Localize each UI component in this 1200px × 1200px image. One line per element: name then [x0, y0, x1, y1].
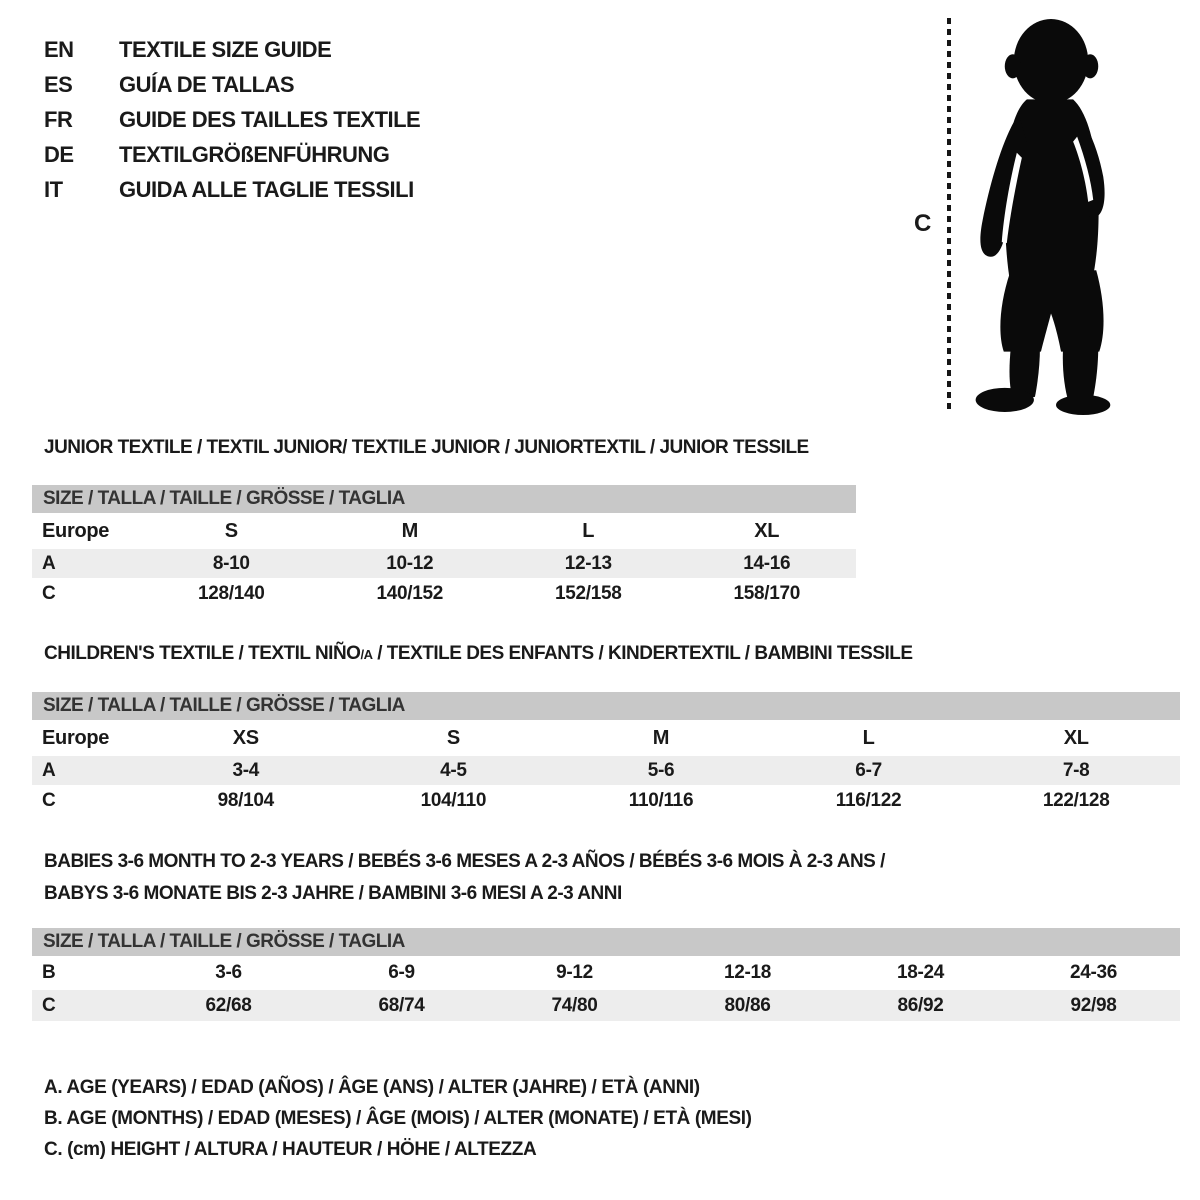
months-cell: 18-24	[896, 962, 945, 983]
children-size-table	[32, 692, 1180, 816]
language-code: ES	[44, 71, 73, 97]
size-cell: L	[862, 726, 875, 749]
language-row	[44, 172, 420, 207]
language-title: GUIDA ALLE TAGLIE TESSILI	[119, 176, 414, 202]
height-cell: 116/122	[835, 789, 902, 811]
height-cell: 140/152	[376, 582, 444, 604]
age-cell: 5-6	[647, 759, 675, 781]
height-cell: 104/110	[420, 789, 487, 811]
legend-height-cm: C. (cm) HEIGHT / ALTURA / HAUTEUR / HÖHE / ALTEZZA	[44, 1139, 537, 1160]
size-cell: M	[401, 519, 418, 542]
language-title: TEXTILE SIZE GUIDE	[119, 36, 332, 62]
months-cell: 9-12	[556, 962, 593, 983]
age-cell: 12-13	[564, 552, 612, 574]
row-label: A	[42, 759, 56, 781]
babies-heading-line1: BABIES 3-6 MONTH TO 2-3 YEARS / BEBÉS 3-6 MESES A 2-3 AÑOS / BÉBÉS 3-6 MOIS À 2-3 ANS /	[44, 851, 885, 872]
height-cell: 86/92	[897, 994, 944, 1016]
language-title-block	[44, 32, 420, 207]
babies-heading-line2: BABYS 3-6 MONATE BIS 2-3 JAHRE / BAMBINI 3-6 MESI A 2-3 ANNI	[44, 883, 622, 904]
size-cell: XL	[754, 519, 780, 542]
height-cell: 68/74	[378, 994, 425, 1016]
legend-block	[44, 1072, 752, 1165]
size-cell: S	[446, 726, 460, 749]
row-label: Europe	[42, 519, 110, 542]
height-cell: 80/86	[724, 994, 771, 1016]
age-cell: 7-8	[1062, 759, 1090, 781]
row-label: C	[42, 789, 56, 811]
months-cell: 24-36	[1069, 962, 1118, 983]
age-cell: 10-12	[386, 552, 434, 574]
language-code: IT	[44, 176, 63, 202]
height-cell: 110/116	[628, 789, 694, 811]
row-label: A	[42, 552, 56, 574]
children-heading-sub: /A	[360, 647, 373, 662]
language-row	[44, 67, 420, 102]
legend-age-months: B. AGE (MONTHS) / EDAD (MESES) / ÂGE (MOIS) / ALTER (MONATE) / ETÀ (MESI)	[44, 1108, 752, 1129]
months-cell: 3-6	[215, 962, 242, 983]
size-cell: M	[652, 726, 670, 749]
height-cell: 122/128	[1042, 789, 1110, 811]
size-header-label: SIZE / TALLA / TAILLE / GRÖSSE / TAGLIA	[43, 488, 405, 509]
size-cell: XL	[1063, 726, 1089, 749]
size-cell: S	[224, 519, 238, 542]
row-label: Europe	[42, 726, 110, 749]
age-cell: 14-16	[743, 552, 791, 574]
height-cell: 152/158	[554, 582, 622, 604]
junior-age-row	[32, 549, 856, 578]
language-code: DE	[44, 141, 74, 167]
age-cell: 6-7	[855, 759, 882, 781]
junior-height-row	[32, 578, 856, 609]
size-header-label: SIZE / TALLA / TAILLE / GRÖSSE / TAGLIA	[43, 695, 405, 716]
language-code: EN	[44, 36, 74, 62]
babies-section-heading	[44, 846, 885, 910]
height-cell: 92/98	[1070, 994, 1117, 1016]
months-cell: 12-18	[723, 962, 772, 983]
height-cell: 74/80	[551, 994, 598, 1016]
language-row	[44, 102, 420, 137]
language-row	[44, 137, 420, 172]
size-cell: XS	[232, 726, 259, 749]
size-header-bar	[32, 485, 856, 513]
children-heading-suffix: / TEXTILE DES ENFANTS / KINDERTEXTIL / BAMBINI TESSILE	[372, 643, 913, 664]
legend-age-years: A. AGE (YEARS) / EDAD (AÑOS) / ÂGE (ANS) / ALTER (JAHRE) / ETÀ (ANNI)	[44, 1077, 700, 1098]
babies-height-row	[32, 990, 1180, 1021]
size-header-bar	[32, 692, 1180, 720]
height-cell: 62/68	[205, 994, 252, 1016]
children-section-heading	[44, 643, 913, 665]
children-heading-prefix: CHILDREN'S TEXTILE / TEXTIL NIÑO	[44, 643, 361, 664]
babies-size-table	[32, 928, 1180, 1021]
height-cell: 128/140	[197, 582, 265, 604]
children-europe-row	[32, 720, 1180, 756]
language-code: FR	[44, 106, 73, 132]
months-cell: 6-9	[388, 962, 415, 983]
language-row	[44, 32, 420, 67]
row-label: C	[42, 994, 56, 1016]
language-title: GUIDE DES TAILLES TEXTILE	[119, 106, 421, 132]
size-header-label: SIZE / TALLA / TAILLE / GRÖSSE / TAGLIA	[43, 931, 405, 952]
row-label: C	[42, 582, 56, 604]
age-cell: 8-10	[212, 552, 250, 574]
height-measure-dashed-line	[947, 18, 951, 414]
language-title: GUÍA DE TALLAS	[119, 71, 295, 97]
language-title: TEXTILGRÖßENFÜHRUNG	[119, 141, 390, 167]
size-cell: L	[582, 519, 595, 542]
junior-size-table	[32, 485, 856, 609]
age-cell: 3-4	[232, 759, 260, 781]
junior-europe-row	[32, 513, 856, 549]
height-measure-label: C	[914, 210, 932, 237]
junior-section-heading: JUNIOR TEXTILE / TEXTIL JUNIOR/ TEXTILE JUNIOR / JUNIORTEXTIL / JUNIOR TESSILE	[44, 437, 809, 458]
size-header-bar	[32, 928, 1180, 956]
height-cell: 98/104	[217, 789, 274, 811]
row-label: B	[42, 962, 56, 983]
children-height-row	[32, 785, 1180, 816]
children-age-row	[32, 756, 1180, 785]
age-cell: 4-5	[440, 759, 467, 781]
height-cell: 158/170	[733, 582, 801, 604]
babies-months-row	[32, 956, 1180, 990]
toddler-silhouette-icon	[963, 14, 1137, 416]
